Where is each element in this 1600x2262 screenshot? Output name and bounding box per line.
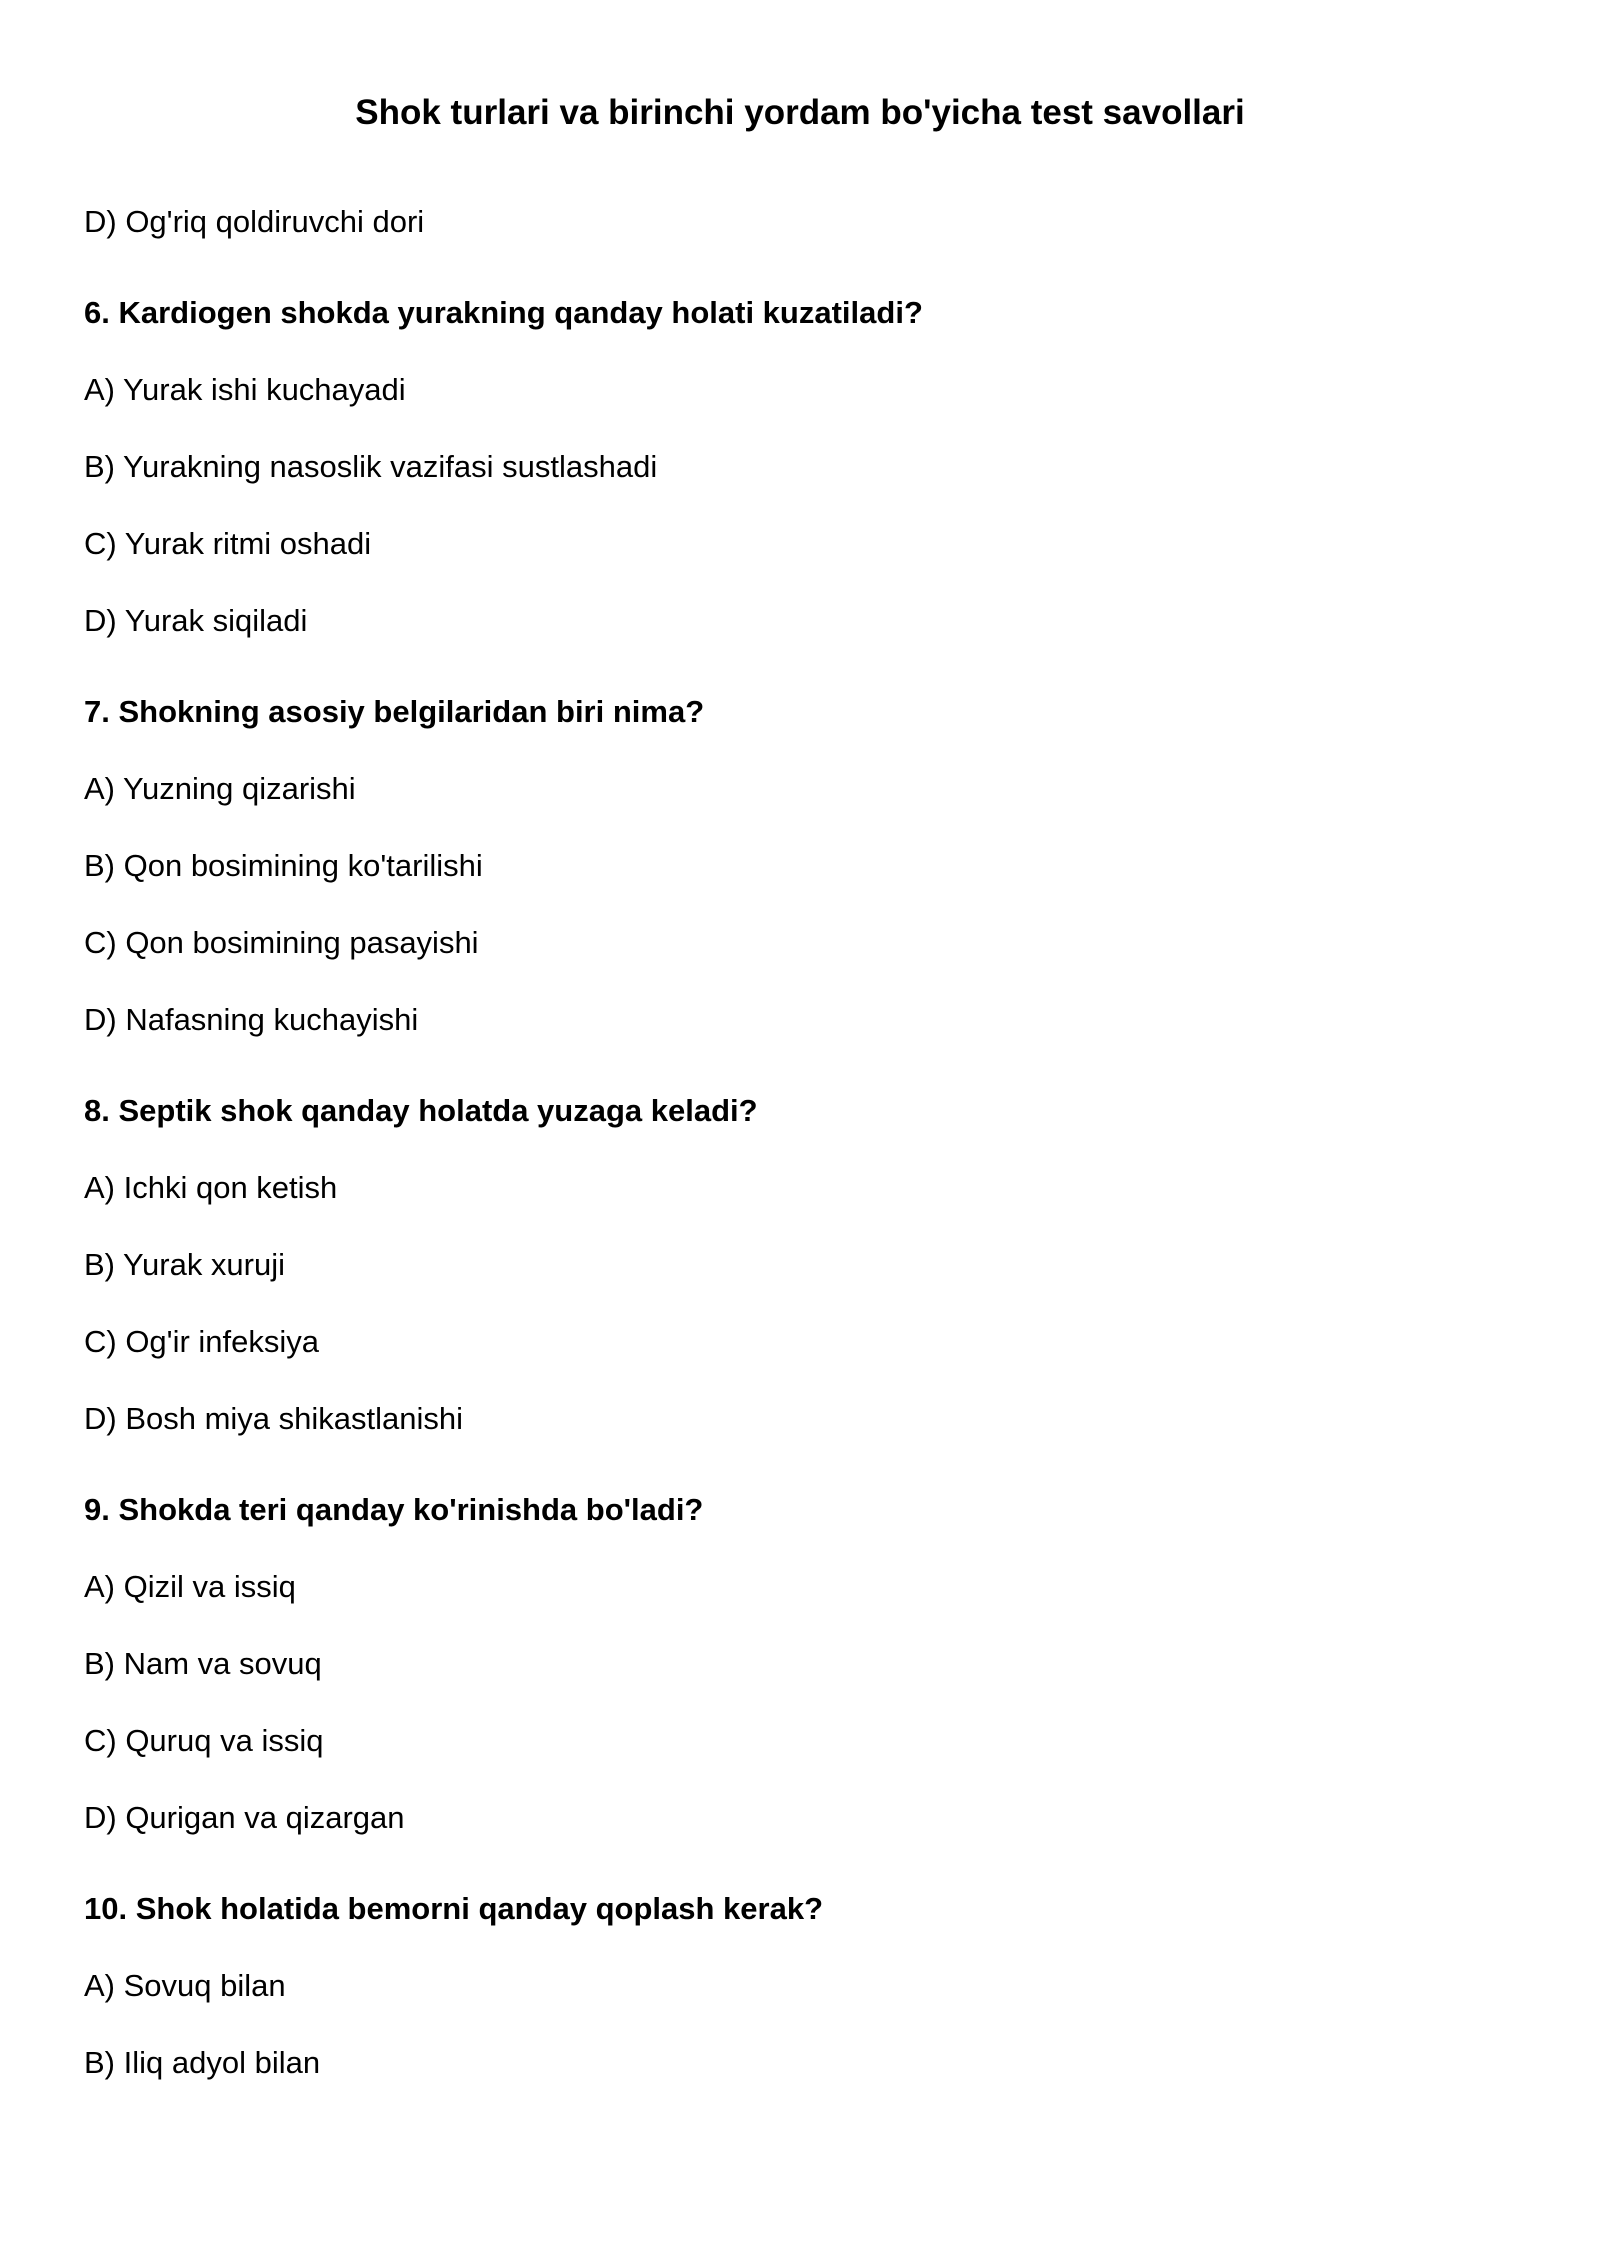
question-block bbox=[84, 1092, 1514, 1438]
answer-option: A) Sovuq bilan bbox=[84, 1968, 286, 2003]
question-block bbox=[84, 1491, 1514, 1837]
question-block bbox=[84, 294, 1514, 640]
answer-option: D) Nafasning kuchayishi bbox=[84, 1002, 419, 1037]
question-block bbox=[84, 693, 1514, 1039]
question-text: 10. Shok holatida bemorni qanday qoplash kerak? bbox=[84, 1891, 824, 1926]
answer-option: C) Quruq va issiq bbox=[84, 1723, 324, 1758]
answer-option: A) Yuzning qizarishi bbox=[84, 771, 356, 806]
answer-option: A) Qizil va issiq bbox=[84, 1569, 296, 1604]
answer-option: B) Iliq adyol bilan bbox=[84, 2045, 321, 2080]
question-text: 9. Shokda teri qanday ko'rinishda bo'ladi? bbox=[84, 1492, 704, 1527]
answer-option: D) Yurak siqiladi bbox=[84, 603, 308, 638]
answer-option: C) Yurak ritmi oshadi bbox=[84, 526, 372, 561]
answer-option: D) Qurigan va qizargan bbox=[84, 1800, 405, 1835]
answer-option: A) Ichki qon ketish bbox=[84, 1170, 338, 1205]
answer-option: B) Yurakning nasoslik vazifasi sustlashadi bbox=[84, 449, 658, 484]
answer-option: D) Bosh miya shikastlanishi bbox=[84, 1401, 464, 1436]
page-title: Shok turlari va birinchi yordam bo'yicha test savollari bbox=[355, 93, 1245, 132]
answer-option: B) Yurak xuruji bbox=[84, 1247, 286, 1282]
answer-option: C) Qon bosimining pasayishi bbox=[84, 925, 479, 960]
question-text: 6. Kardiogen shokda yurakning qanday holati kuzatiladi? bbox=[84, 295, 923, 330]
answer-option: C) Og'ir infeksiya bbox=[84, 1324, 320, 1359]
question-text: 8. Septik shok qanday holatda yuzaga keladi? bbox=[84, 1093, 758, 1128]
answer-option: B) Qon bosimining ko'tarilishi bbox=[84, 848, 483, 883]
answer-option: A) Yurak ishi kuchayadi bbox=[84, 372, 406, 407]
answer-option: B) Nam va sovuq bbox=[84, 1646, 322, 1681]
question-block bbox=[84, 1890, 1514, 2082]
question-text: 7. Shokning asosiy belgilaridan biri nima? bbox=[84, 694, 705, 729]
answer-option: D) Og'riq qoldiruvchi dori bbox=[84, 204, 425, 239]
question-list bbox=[84, 203, 1514, 2121]
